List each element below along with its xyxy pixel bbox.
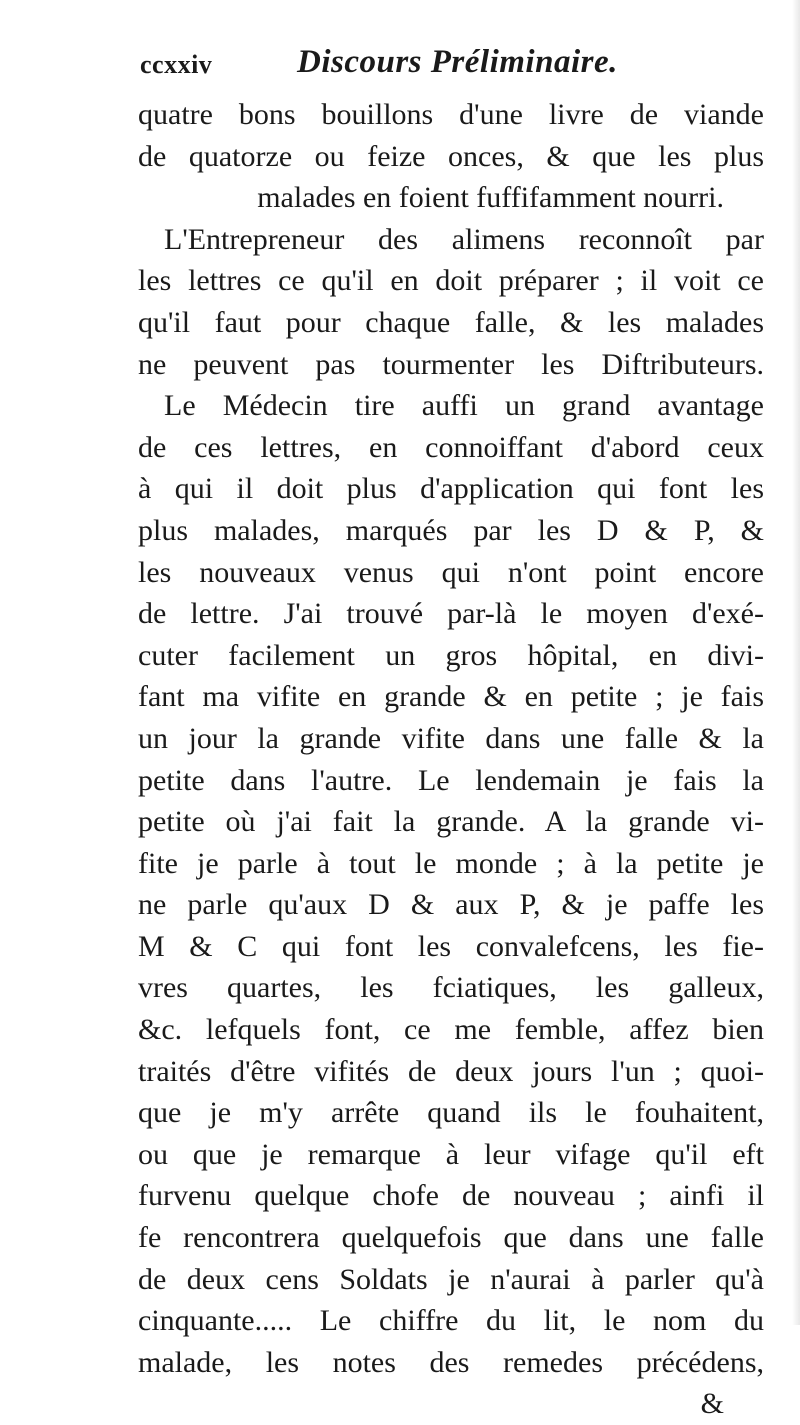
page-edge-shadow [792,0,800,1325]
text-line: traités d'être vifités de deux jours l'un ; quoi- [138,1054,764,1088]
text-line: qu'il faut pour chaque falle, & les malades [138,305,764,339]
catchword: & [700,1387,724,1421]
text-line: de lettre. J'ai trouvé par-là le moyen d'exé- [138,597,764,631]
text-line: plus malades, marqués par les D & P, & [138,513,764,547]
text-line: Le Médecin tire auffi un grand avantage [164,389,764,423]
text-line: furvenu quelque chofe de nouveau ; ainfi il [138,1179,764,1213]
text-line: de ces lettres, en connoiffant d'abord ceux [138,430,764,464]
text-line: ou que je remarque à leur vifage qu'il eft [138,1137,764,1171]
text-line: &c. lefquels font, ce me femble, affez bien [138,1013,764,1047]
text-line: malade, les notes des remedes précédens, [138,1345,764,1379]
text-line: fe rencontrera quelquefois que dans une falle [138,1221,764,1255]
running-head [140,44,740,88]
text-line: vres quartes, les fciatiques, les galleux, [138,971,764,1005]
text-line: que je m'y arrête quand ils le fouhaitent, [138,1096,764,1130]
text-line: cuter facilement un gros hôpital, en divi- [138,638,764,672]
text-line: fite je parle à tout le monde ; à la petite je [138,846,764,880]
text-line: fant ma vifite en grande & en petite ; je fais [138,680,764,714]
text-line: quatre bons bouillons d'une livre de viande [138,98,764,131]
body-text [138,94,764,1425]
text-line: petite où j'ai fait la grande. A la grande vi- [138,805,764,839]
text-line: à qui il doit plus d'application qui font les [138,472,764,506]
running-title: Discours Préliminaire. [297,44,618,80]
text-line: ne parle qu'aux D & aux P, & je paffe les [138,888,764,922]
text-line: petite dans l'autre. Le lendemain je fais la [138,763,764,797]
text-line: les nouveaux venus qui n'ont point encore [138,555,764,589]
text-line: L'Entrepreneur des alimens reconnoît par [164,222,764,256]
page-number: ccxxiv [140,50,213,79]
text-line: malades en foient fuffifamment nourri. [257,181,724,215]
text-line: un jour la grande vifite dans une falle & la [138,721,764,755]
text-line: de deux cens Soldats je n'aurai à parler qu'à [138,1262,764,1296]
text-line: M & C qui font les convalefcens, les fie- [138,929,764,963]
text-line: les lettres ce qu'il en doit préparer ; il voit ce [138,264,764,298]
text-line: ne peuvent pas tourmenter les Diftributeurs. [138,347,764,381]
text-line: de quatorze ou feize onces, & que les plus [138,139,764,173]
text-line: cinquante..... Le chiffre du lit, le nom du [138,1304,764,1338]
